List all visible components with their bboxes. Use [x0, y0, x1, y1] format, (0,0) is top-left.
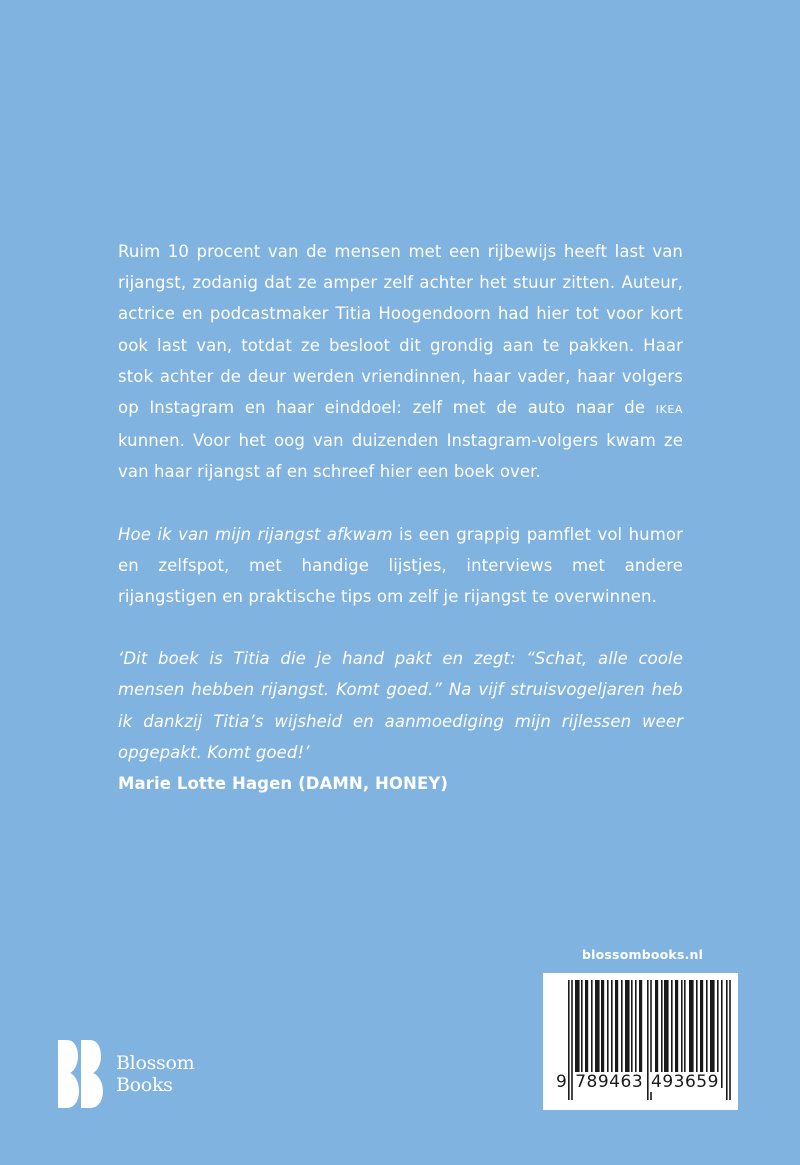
publisher-logo [58, 1040, 194, 1108]
endorsement-quote: ‘Dit boek is Titia die je hand pakt en zegt: “Schat, alle coole mensen hebben rijangst. Komt goed.” Na vijf struisvogeljaren heb ik dankzij Titia’s wijsheid en aanmoediging mijn rijlessen weer opgepakt. Komt goed!’ [118, 649, 683, 762]
blurb-paragraph-1 [118, 236, 683, 488]
endorsement-attribution: Marie Lotte Hagen (DAMN, HONEY) [118, 774, 449, 794]
publisher-website: blossombooks.nl [582, 947, 704, 962]
blurb-paragraph-2 [118, 519, 683, 613]
book-title: Hoe ik van mijn rijangst afkwam [118, 524, 393, 544]
blurb-paragraph-2-rest: is een grappig pamflet vol humor en zelfspot, met handige lijstjes, interviews met andere rijangstigen en praktische tips om zelf je rijangst te overwinnen. [118, 524, 683, 607]
isbn-barcode [543, 973, 738, 1110]
publisher-name-line2: Books [116, 1074, 173, 1096]
blurb-text [118, 236, 683, 799]
isbn-first-digit: 9 [556, 1072, 568, 1092]
blurb-paragraph-1-start: Ruim 10 procent van de mensen met een rijbewijs heeft last van rijangst, zodanig dat ze amper zelf achter het stuur zitten. Auteur, actrice en podcastmaker Titia Hoogendoorn had hier tot voor kort ook last van, totdat ze besloot dit grondig aan te pakken. Haar stok achter de deur werden vriendinnen, haar vader, haar volgers op Instagram en haar einddoel: zelf met de auto naar de [118, 242, 683, 418]
publisher-name [116, 1052, 194, 1096]
publisher-name-line1: Blossom [116, 1052, 195, 1074]
isbn-group-1: 789463 [575, 1072, 644, 1092]
blurb-paragraph-1-end: kunnen. Voor het oog van duizenden Instagram-volgers kwam ze van haar rijangst af en schreef hier een boek over. [118, 431, 683, 482]
ikea-smallcaps: IKEA [655, 403, 683, 417]
isbn-number [555, 1072, 720, 1092]
double-b-logo-icon [58, 1040, 104, 1108]
isbn-group-2: 493659 [651, 1072, 719, 1092]
